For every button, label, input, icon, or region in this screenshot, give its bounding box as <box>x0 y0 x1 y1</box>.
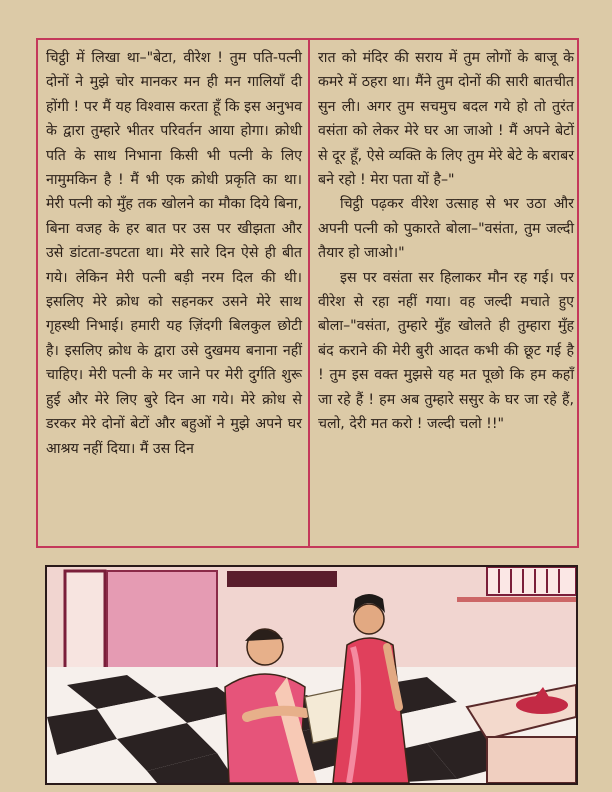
story-left-column <box>46 46 302 461</box>
story-illustration <box>45 565 578 785</box>
column-divider <box>308 40 310 546</box>
window <box>487 567 576 595</box>
story-paragraph: चिट्ठी पढ़कर वीरेश उत्साह से भर उठा और अपनी पत्नी को पुकारते बोला–"वसंता, तुम जल्दी तैयार हो जाओ।" <box>318 196 574 262</box>
ceiling-beam <box>227 571 337 587</box>
story-paragraph: चिट्ठी में लिखा था–"बेटा, वीरेश ! तुम पति-पत्नी दोनों ने मुझे चोर मानकर मन ही मन गालियाँ दी होंगी ! पर मैं यह विश्वास करता हूँ कि इस अनुभव के द्वारा तुम्हारे भीतर परिवर्तन आया होगा। क्रोधी पति के साथ निभाना किसी भी पत्नी के लिए नामुमकिन है ! मैं भी एक क्रोधी प्रकृति का था। मेरी पत्नी को मुँह तक खोलने का मौका दिये बिना, बिना वजह के हर बात पर उस पर खीझता और उसे डांटता-डपटता था। मेरे सारे दिन ऐसे ही बीत गये। लेकिन मेरी पत्नी बड़ी नरम दिल की थी। इसलिए मेरे क्रोध को सहनकर उसने मेरे साथ गृहस्थी निभाई। हमारी यह ज़िंदगी बिलकुल छोटी है। इसलिए क्रोध के द्वारा उसे दुखमय बनाना नहीं चाहिए। मेरी पत्नी के मर जाने पर मेरी दुर्गति शुरू हुई और मेरे लिए बुरे दिन आ गये। मेरे क्रोध से डरकर मेरे दोनों बेटों और बहुओं ने मुझे अपने घर आश्रय नहीं दिया। मैं उस दिन <box>46 50 302 457</box>
pink-doorway <box>107 571 217 681</box>
story-paragraph: रात को मंदिर की सराय में तुम लोगों के बाजू के कमरे में ठहरा था। मैंने तुम दोनों की सारी बातचीत सुन ली। अगर तुम सचमुच बदल गये हो तो तुरंत वसंता को लेकर मेरे घर आ जाओ ! मैं अपने बेटों से दूर हूँ, ऐसे व्यक्ति के लिए तुम मेरे बेटे के बराबर बने रहो ! मेरा पता यों है–" <box>318 50 574 189</box>
story-text-frame <box>36 38 579 548</box>
room-scene-drawing <box>47 567 576 783</box>
window-sill <box>457 597 576 602</box>
story-right-column <box>318 46 574 437</box>
story-paragraph: इस पर वसंता सर हिलाकर मौन रह गई। पर वीरेश से रहा नहीं गया। वह जल्दी मचाते हुए बोला–"वसंता, तुम्हारे मुँह खोलते ही तुम्हारा मुँह बंद कराने की मेरी बुरी आदत कभी की छूट गई है ! तुम इस वक्त मुझसे यह मत पूछो कि हम कहाँ जा रहे हैं ! हम अब तुम्हारे ससुर के घर जा रहे हैं, चलो, देरी मत करो ! जल्दी चलो !!" <box>318 269 574 433</box>
